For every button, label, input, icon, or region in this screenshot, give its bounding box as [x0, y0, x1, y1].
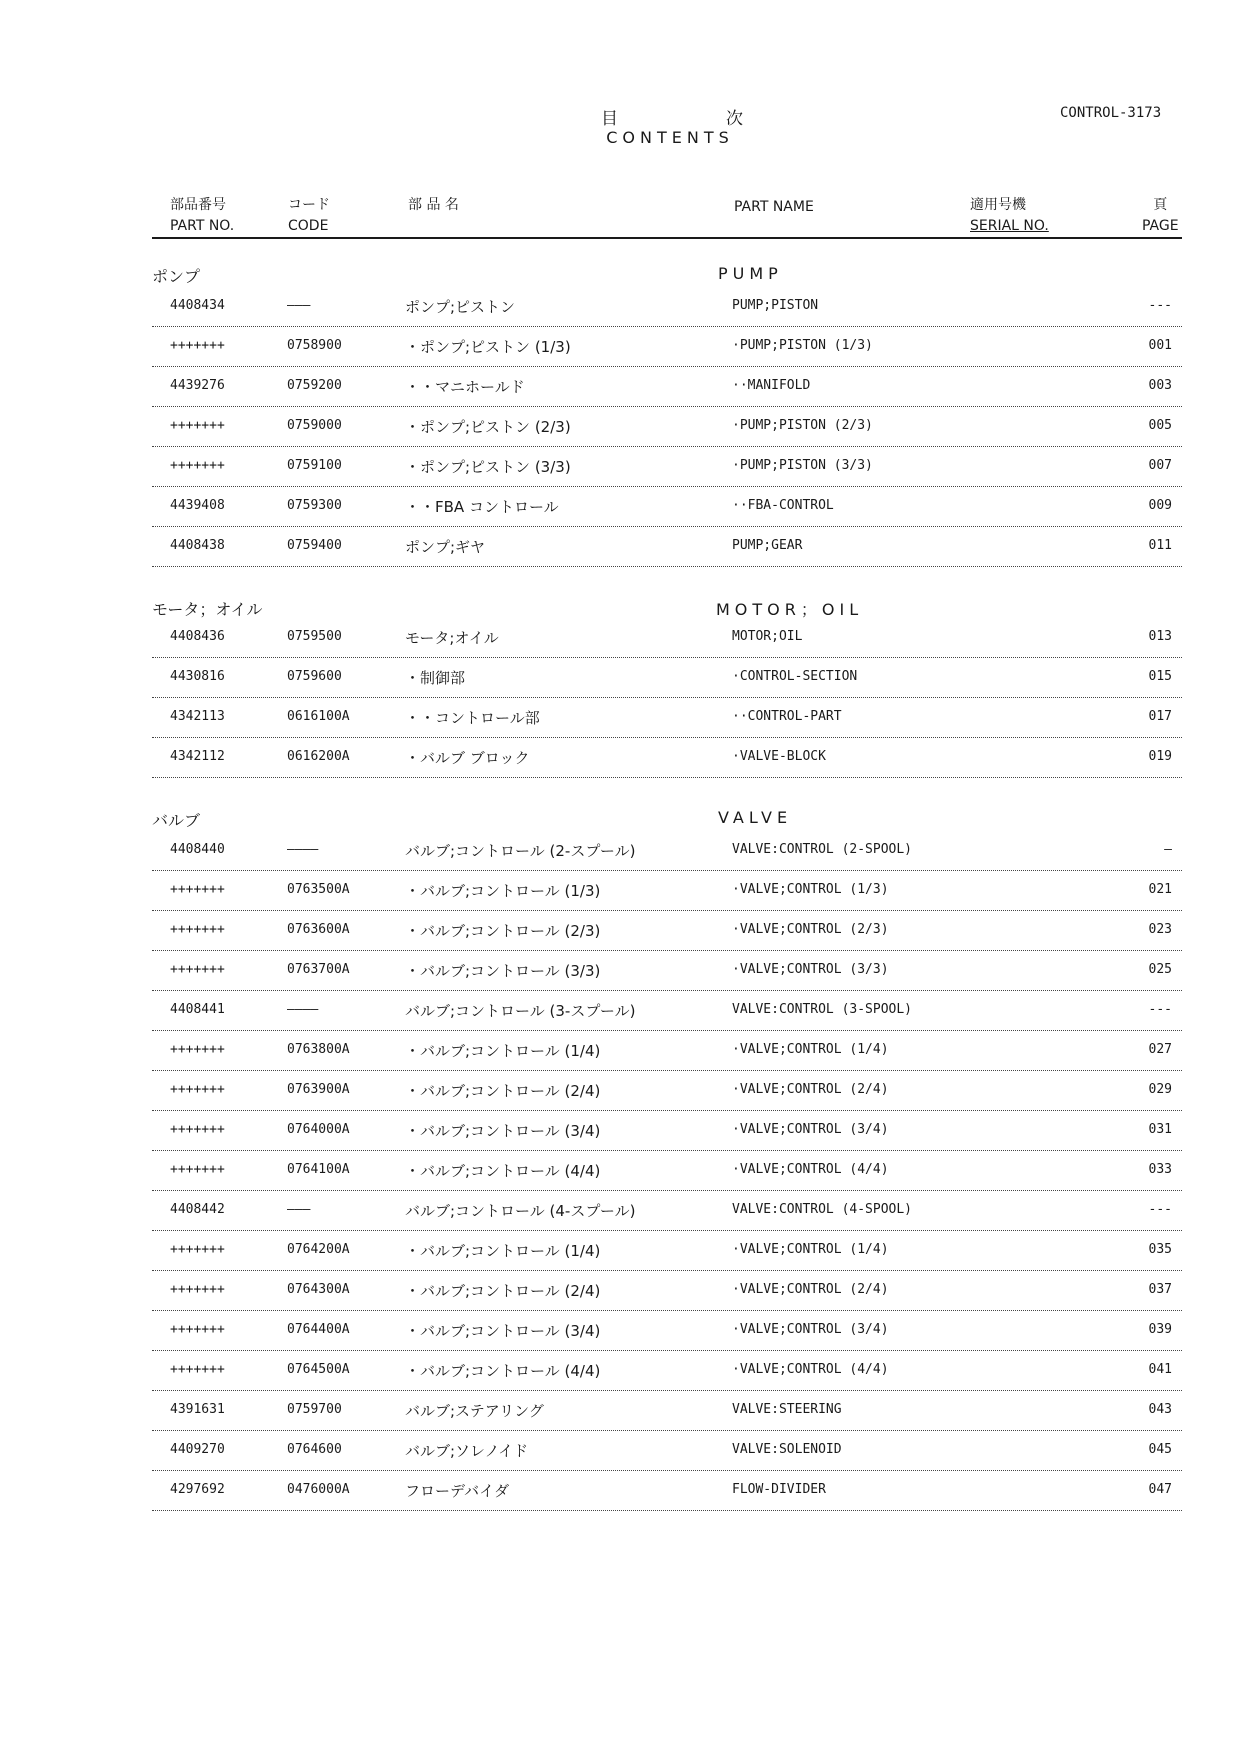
row-name-jp: ・バルブ;コントロール (2/4) [405, 1282, 601, 1300]
row-name-jp: ・・FBA コントロール [405, 498, 559, 516]
section-motor-jp: モータ；オイル [152, 600, 263, 619]
row-page: 015 [1148, 669, 1172, 684]
row-page: — [1164, 842, 1172, 857]
table-row [152, 1070, 1182, 1111]
table-row [152, 657, 1182, 698]
row-name-en: ·VALVE;CONTROL (4/4) [732, 1362, 889, 1377]
table-row [152, 1470, 1182, 1511]
header-serial-en: SERIAL NO. [970, 218, 1049, 234]
row-page: --- [1148, 1002, 1172, 1017]
row-name-jp: ・ポンプ;ピストン (3/3) [405, 458, 571, 476]
row-name-jp: ・制御部 [405, 669, 466, 687]
row-page: 007 [1148, 458, 1172, 473]
row-code: 0764200A [287, 1242, 350, 1257]
table-row [152, 950, 1182, 991]
header-serial-jp: 適用号機 [970, 197, 1026, 213]
row-page: 023 [1148, 922, 1172, 937]
row-code: 0476000A [287, 1482, 350, 1497]
row-code: ———— [287, 1002, 319, 1017]
row-part-no: 4409270 [170, 1442, 225, 1457]
row-part-no: 4408434 [170, 298, 225, 313]
row-code: 0764100A [287, 1162, 350, 1177]
row-name-en: VALVE:STEERING [732, 1402, 842, 1417]
table-row [152, 526, 1182, 567]
row-name-jp: バルブ;コントロール (3-スプール) [405, 1002, 636, 1020]
row-part-no: +++++++ [170, 1362, 225, 1377]
table-row [152, 1390, 1182, 1431]
row-part-no: +++++++ [170, 1042, 225, 1057]
table-row [152, 1190, 1182, 1231]
row-name-en: MOTOR;OIL [732, 629, 803, 644]
row-part-no: 4408442 [170, 1202, 225, 1217]
row-name-jp: ・バルブ;コントロール (3/3) [405, 962, 601, 980]
row-name-en: ·VALVE;CONTROL (2/4) [732, 1282, 889, 1297]
row-name-en: ·VALVE;CONTROL (3/3) [732, 962, 889, 977]
table-row [152, 737, 1182, 778]
row-code: 0759200 [287, 378, 342, 393]
header-page [1142, 195, 1179, 237]
row-part-no: 4439276 [170, 378, 225, 393]
row-page: 019 [1148, 749, 1172, 764]
row-name-jp: ・バルブ;コントロール (3/4) [405, 1122, 601, 1140]
row-part-no: +++++++ [170, 1082, 225, 1097]
row-page: 035 [1148, 1242, 1172, 1257]
row-name-en: ·VALVE;CONTROL (1/4) [732, 1042, 889, 1057]
row-name-jp: バルブ;ソレノイド [405, 1442, 529, 1460]
row-code: 0759300 [287, 498, 342, 513]
row-name-en: ·VALVE;CONTROL (2/4) [732, 1082, 889, 1097]
row-page: 039 [1148, 1322, 1172, 1337]
row-part-no: +++++++ [170, 1162, 225, 1177]
row-name-jp: バルブ;コントロール (2-スプール) [405, 842, 636, 860]
row-page: 017 [1148, 709, 1172, 724]
row-page: 029 [1148, 1082, 1172, 1097]
row-code: 0759600 [287, 669, 342, 684]
row-page: --- [1148, 1202, 1172, 1217]
row-part-no: +++++++ [170, 418, 225, 433]
table-row [152, 366, 1182, 407]
row-name-jp: ・バルブ;コントロール (4/4) [405, 1162, 601, 1180]
row-name-jp: ・バルブ;コントロール (1/4) [405, 1042, 601, 1060]
row-part-no: 4342112 [170, 749, 225, 764]
table-row [152, 1350, 1182, 1391]
row-part-no: 4408438 [170, 538, 225, 553]
row-name-en: ·PUMP;PISTON (1/3) [732, 338, 873, 353]
header-page-en: PAGE [1142, 218, 1179, 234]
row-code: 0616100A [287, 709, 350, 724]
row-code: 0764000A [287, 1122, 350, 1137]
table-row [152, 1230, 1182, 1271]
row-name-jp: ・・コントロール部 [405, 709, 540, 727]
row-part-no: 4297692 [170, 1482, 225, 1497]
section-pump-jp: ポンプ [152, 267, 201, 286]
row-part-no: 4408440 [170, 842, 225, 857]
row-part-no: 4439408 [170, 498, 225, 513]
row-part-no: +++++++ [170, 338, 225, 353]
row-code: 0763500A [287, 882, 350, 897]
row-page: 041 [1148, 1362, 1172, 1377]
row-code: 0759000 [287, 418, 342, 433]
row-code: 0764600 [287, 1442, 342, 1457]
header-code [288, 195, 330, 237]
row-page: 005 [1148, 418, 1172, 433]
row-name-jp: ・バルブ;コントロール (1/3) [405, 882, 601, 900]
row-name-jp: ・バルブ;コントロール (2/3) [405, 922, 601, 940]
row-name-en: ·PUMP;PISTON (3/3) [732, 458, 873, 473]
row-part-no: +++++++ [170, 922, 225, 937]
row-page: 033 [1148, 1162, 1172, 1177]
row-code: ——— [287, 298, 311, 313]
row-page: 013 [1148, 629, 1172, 644]
header-rule [152, 237, 1182, 239]
row-name-jp: フローデバイダ [405, 1482, 510, 1500]
header-name-jp: 部 品 名 [408, 197, 459, 213]
header-code-jp: コード [288, 197, 330, 213]
table-row [152, 1110, 1182, 1151]
row-name-jp: ・バルブ;コントロール (1/4) [405, 1242, 601, 1260]
row-name-jp: ポンプ;ギヤ [405, 538, 486, 556]
row-page: --- [1148, 298, 1172, 313]
table-row [152, 617, 1182, 658]
row-page: 043 [1148, 1402, 1172, 1417]
row-name-en: ·VALVE;CONTROL (1/4) [732, 1242, 889, 1257]
row-name-en: VALVE:CONTROL (3-SPOOL) [732, 1002, 913, 1017]
row-page: 027 [1148, 1042, 1172, 1057]
table-row [152, 286, 1182, 327]
header-name-en: PART NAME [734, 199, 814, 215]
row-part-no: +++++++ [170, 882, 225, 897]
row-part-no: +++++++ [170, 458, 225, 473]
table-row [152, 446, 1182, 487]
title-jp-char-2: 次 [726, 109, 743, 129]
table-row [152, 870, 1182, 911]
row-name-jp: バルブ;ステアリング [405, 1402, 544, 1420]
row-code: 0763800A [287, 1042, 350, 1057]
row-part-no: 4342113 [170, 709, 225, 724]
row-part-no: 4408441 [170, 1002, 225, 1017]
row-code: 0763700A [287, 962, 350, 977]
table-row [152, 1030, 1182, 1071]
section-motor-en: MOTOR；OIL [716, 600, 864, 619]
row-part-no: +++++++ [170, 962, 225, 977]
page-title-jp [601, 104, 743, 129]
row-name-jp: ポンプ;ピストン [405, 298, 516, 316]
row-name-en: VALVE:SOLENOID [732, 1442, 842, 1457]
row-page: 011 [1148, 538, 1172, 553]
row-page: 037 [1148, 1282, 1172, 1297]
table-row [152, 1150, 1182, 1191]
row-part-no: 4430816 [170, 669, 225, 684]
page-title-en: CONTENTS [606, 128, 734, 147]
row-page: 025 [1148, 962, 1172, 977]
table-row [152, 697, 1182, 738]
row-name-en: VALVE:CONTROL (4-SPOOL) [732, 1202, 913, 1217]
document-id: CONTROL-3173 [1060, 105, 1162, 121]
row-code: 0763900A [287, 1082, 350, 1097]
row-name-jp: ・ポンプ;ピストン (1/3) [405, 338, 571, 356]
row-name-jp: ・ポンプ;ピストン (2/3) [405, 418, 571, 436]
row-name-en: ·VALVE;CONTROL (1/3) [732, 882, 889, 897]
row-code: 0763600A [287, 922, 350, 937]
table-row [152, 406, 1182, 447]
row-code: 0759500 [287, 629, 342, 644]
row-name-en: ·PUMP;PISTON (2/3) [732, 418, 873, 433]
header-page-jp: 頁 [1153, 197, 1168, 213]
section-valve-jp: バルブ [152, 811, 201, 830]
row-part-no: +++++++ [170, 1322, 225, 1337]
row-name-jp: ・・マニホールド [405, 378, 525, 396]
row-name-jp: ・バルブ ブロック [405, 749, 530, 767]
row-code: 0758900 [287, 338, 342, 353]
row-name-en: FLOW-DIVIDER [732, 1482, 826, 1497]
row-name-en: ·VALVE;CONTROL (3/4) [732, 1322, 889, 1337]
table-row [152, 486, 1182, 527]
table-row [152, 1270, 1182, 1311]
table-row [152, 990, 1182, 1031]
header-serial [970, 195, 1049, 237]
table-row [152, 910, 1182, 951]
row-code: 0764300A [287, 1282, 350, 1297]
row-part-no: +++++++ [170, 1122, 225, 1137]
row-name-en: PUMP;PISTON [732, 298, 819, 313]
row-name-en: PUMP;GEAR [732, 538, 803, 553]
row-code: ———— [287, 842, 319, 857]
row-name-en: ··MANIFOLD [732, 378, 811, 393]
row-code: 0764400A [287, 1322, 350, 1337]
row-code: 0764500A [287, 1362, 350, 1377]
row-name-en: ··CONTROL-PART [732, 709, 842, 724]
row-name-en: ·VALVE-BLOCK [732, 749, 826, 764]
header-part-no-en: PART NO. [170, 218, 235, 234]
row-code: 0759400 [287, 538, 342, 553]
row-part-no: +++++++ [170, 1242, 225, 1257]
title-jp-char-1: 目 [601, 109, 618, 129]
row-name-jp: ・バルブ;コントロール (4/4) [405, 1362, 601, 1380]
header-part-no [170, 195, 234, 237]
row-page: 047 [1148, 1482, 1172, 1497]
row-name-en: ·VALVE;CONTROL (3/4) [732, 1122, 889, 1137]
header-code-en: CODE [288, 218, 329, 234]
row-code: 0759100 [287, 458, 342, 473]
row-part-no: +++++++ [170, 1282, 225, 1297]
row-name-jp: ・バルブ;コントロール (3/4) [405, 1322, 601, 1340]
table-row [152, 830, 1182, 871]
row-name-jp: バルブ;コントロール (4-スプール) [405, 1202, 636, 1220]
row-page: 021 [1148, 882, 1172, 897]
row-page: 031 [1148, 1122, 1172, 1137]
section-pump-en: PUMP [718, 264, 783, 283]
table-row [152, 326, 1182, 367]
table-row [152, 1310, 1182, 1351]
row-code: 0759700 [287, 1402, 342, 1417]
row-code: ——— [287, 1202, 311, 1217]
row-page: 001 [1148, 338, 1172, 353]
row-part-no: 4391631 [170, 1402, 225, 1417]
row-name-jp: モータ;オイル [405, 629, 499, 647]
table-row [152, 1430, 1182, 1471]
row-name-jp: ・バルブ;コントロール (2/4) [405, 1082, 601, 1100]
row-part-no: 4408436 [170, 629, 225, 644]
row-name-en: ·VALVE;CONTROL (2/3) [732, 922, 889, 937]
row-code: 0616200A [287, 749, 350, 764]
header-part-no-jp: 部品番号 [170, 197, 226, 213]
section-valve-en: VALVE [718, 808, 793, 827]
row-name-en: ·CONTROL-SECTION [732, 669, 858, 684]
row-name-en: VALVE:CONTROL (2-SPOOL) [732, 842, 913, 857]
row-page: 009 [1148, 498, 1172, 513]
row-name-en: ··FBA-CONTROL [732, 498, 834, 513]
row-name-en: ·VALVE;CONTROL (4/4) [732, 1162, 889, 1177]
row-page: 045 [1148, 1442, 1172, 1457]
row-page: 003 [1148, 378, 1172, 393]
